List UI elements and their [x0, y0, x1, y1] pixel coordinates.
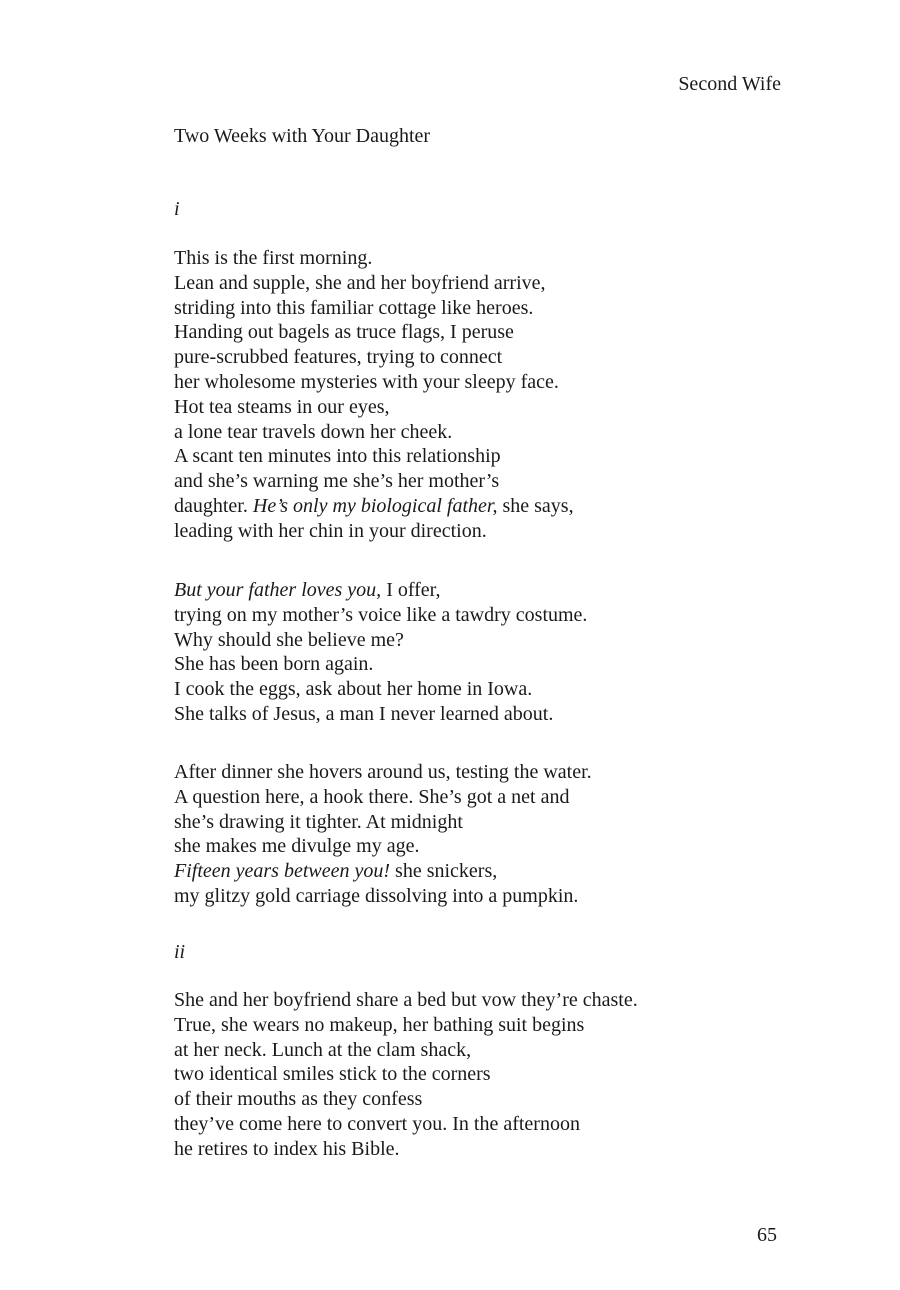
poem-line [174, 760, 592, 785]
poem-line [174, 628, 587, 653]
line-text: daughter. [174, 494, 253, 517]
poem-line [174, 271, 574, 296]
poem-line [174, 677, 587, 702]
line-text: striding into this familiar cottage like heroes. [174, 296, 534, 319]
line-text: She and her boyfriend share a bed but vow they’re chaste. [174, 989, 638, 1011]
line-text: her wholesome mysteries with your sleepy face. [174, 370, 559, 393]
line-text: my glitzy gold carriage dissolving into a pumpkin. [174, 884, 579, 907]
poem-title: Two Weeks with Your Daughter [174, 125, 431, 147]
poem-line [174, 420, 574, 445]
line-text: trying on my mother’s voice like a tawdry costume. [174, 603, 588, 626]
line-text: she’s drawing it tighter. At midnight [174, 810, 463, 833]
line-text: she says, [497, 494, 574, 517]
line-text: Hot tea steams in our eyes, [174, 395, 390, 418]
poem-line [174, 785, 592, 810]
poem-line [174, 320, 574, 345]
line-text: they’ve come here to convert you. In the afternoon [174, 1112, 580, 1135]
line-text: he retires to index his Bible. [174, 1137, 400, 1160]
poem-line [174, 578, 587, 603]
poem-line [174, 246, 574, 271]
section-numeral-i: i [174, 198, 180, 220]
page-number: 65 [757, 1224, 777, 1246]
line-text: She talks of Jesus, a man I never learned about. [174, 702, 554, 725]
line-text: I offer, [381, 579, 441, 601]
line-text: After dinner she hovers around us, testing the water. [174, 761, 592, 783]
poem-line [174, 1137, 638, 1162]
poem-line [174, 988, 638, 1013]
poem-line [174, 395, 574, 420]
stanza [174, 760, 592, 909]
poem-line [174, 469, 574, 494]
line-text: She has been born again. [174, 653, 374, 676]
line-text: Lean and supple, she and her boyfriend arrive, [174, 271, 546, 294]
line-text: two identical smiles stick to the corners [174, 1063, 491, 1086]
stanza [174, 578, 587, 727]
italic-text: He’s only my biological father, [252, 494, 498, 517]
line-text: leading with her chin in your direction. [174, 519, 487, 542]
poem-line [174, 345, 574, 370]
poem-line [174, 519, 574, 544]
poem-line [174, 1013, 638, 1038]
line-text: I cook the eggs, ask about her home in Iowa. [174, 678, 533, 701]
line-text: she snickers, [390, 860, 498, 883]
poem-line [174, 834, 592, 859]
poem-line [174, 1087, 638, 1112]
poem-line [174, 1112, 638, 1137]
stanza [174, 988, 638, 1162]
poem-line [174, 702, 587, 727]
line-text: This is the first morning. [174, 247, 373, 269]
poem-line [174, 603, 587, 628]
line-text: True, she wears no makeup, her bathing suit begins [174, 1013, 585, 1036]
poem-line [174, 884, 592, 909]
line-text: A question here, a hook there. She’s got a net and [174, 785, 570, 808]
line-text: she makes me divulge my age. [174, 835, 420, 858]
section-numeral-ii: ii [174, 941, 186, 963]
running-head: Second Wife [678, 73, 781, 95]
poem-line [174, 444, 574, 469]
poem-line [174, 810, 592, 835]
poem-line [174, 652, 587, 677]
poem-line [174, 296, 574, 321]
poem-line [174, 1062, 638, 1087]
line-text: a lone tear travels down her cheek. [174, 420, 453, 443]
poem-line [174, 859, 592, 884]
italic-text: But your father loves you, [174, 579, 382, 601]
line-text: and she’s warning me she’s her mother’s [174, 470, 500, 493]
line-text: of their mouths as they confess [174, 1088, 423, 1111]
poem-line [174, 494, 574, 519]
line-text: at her neck. Lunch at the clam shack, [174, 1038, 472, 1061]
line-text: A scant ten minutes into this relationship [174, 445, 501, 468]
poem-line [174, 370, 574, 395]
line-text: Why should she believe me? [174, 628, 404, 651]
line-text: Handing out bagels as truce flags, I peruse [174, 321, 514, 344]
poem-line [174, 1038, 638, 1063]
italic-text: Fifteen years between you! [174, 860, 391, 883]
stanza [174, 246, 574, 544]
line-text: pure-scrubbed features, trying to connect [174, 346, 503, 369]
